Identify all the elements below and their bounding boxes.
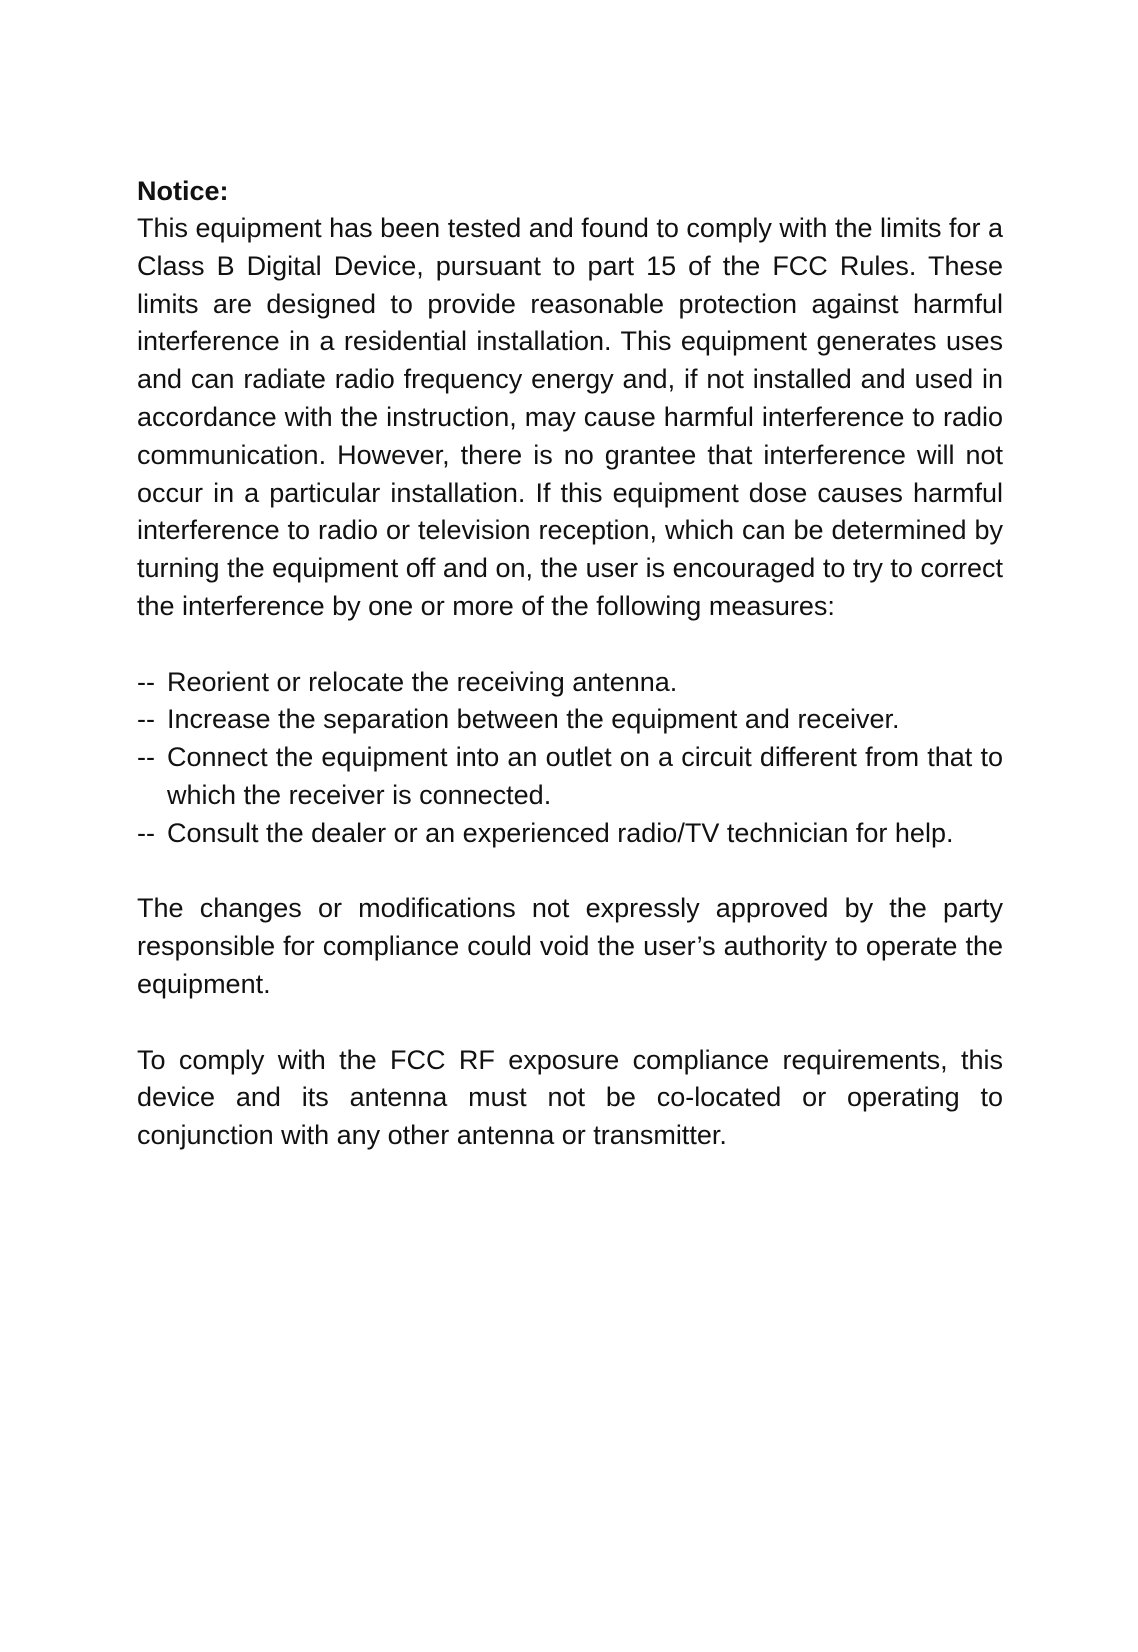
dash-bullet: -- [137, 666, 155, 697]
list-item [137, 739, 1003, 815]
dash-bullet: -- [137, 704, 155, 735]
fcc-notice-page [137, 172, 1003, 1155]
list-item [137, 815, 1003, 853]
spacer [137, 1004, 1003, 1042]
list-item [137, 664, 1003, 702]
dash-bullet: -- [137, 817, 155, 848]
measure-text: Reorient or relocate the receiving antenna. [167, 666, 678, 697]
measure-text: Increase the separation between the equipment and receiver. [167, 704, 900, 735]
list-item [137, 701, 1003, 739]
changes-paragraph: The changes or modifications not expressly approved by the party responsible for compliance could void the user’s authority to operate the equipment. [137, 893, 1003, 999]
measure-text: Connect the equipment into an outlet on a circuit different from that to which the receiver is connected. [167, 742, 1003, 810]
notice-heading: Notice: [137, 176, 229, 206]
measure-text: Consult the dealer or an experienced radio/TV technician for help. [167, 817, 954, 848]
measures-list [137, 664, 1003, 853]
spacer [137, 853, 1003, 891]
dash-bullet: -- [137, 742, 155, 773]
rf-exposure-paragraph: To comply with the FCC RF exposure compliance requirements, this device and its antenna must not be co-located or operating to conjunction with any other antenna or transmitter. [137, 1044, 1003, 1151]
intro-paragraph: This equipment has been tested and found to comply with the limits for a Class B Digital Device, pursuant to part 15 of the FCC Rules. These limits are designed to provide reasonable protection against harmful interference in a residential installation. This equipment generates uses and can radiate radio frequency energy and, if not installed and used in accordance with the instruction, may cause harmful interference to radio communication. However, there is no grantee that interference will not occur in a particular installation. If this equipment dose causes harmful interference to radio or television reception, which can be determined by turning the equipment off and on, the user is encouraged to try to correct the interference by one or more of the following measures: [137, 213, 1003, 621]
spacer [137, 626, 1003, 664]
